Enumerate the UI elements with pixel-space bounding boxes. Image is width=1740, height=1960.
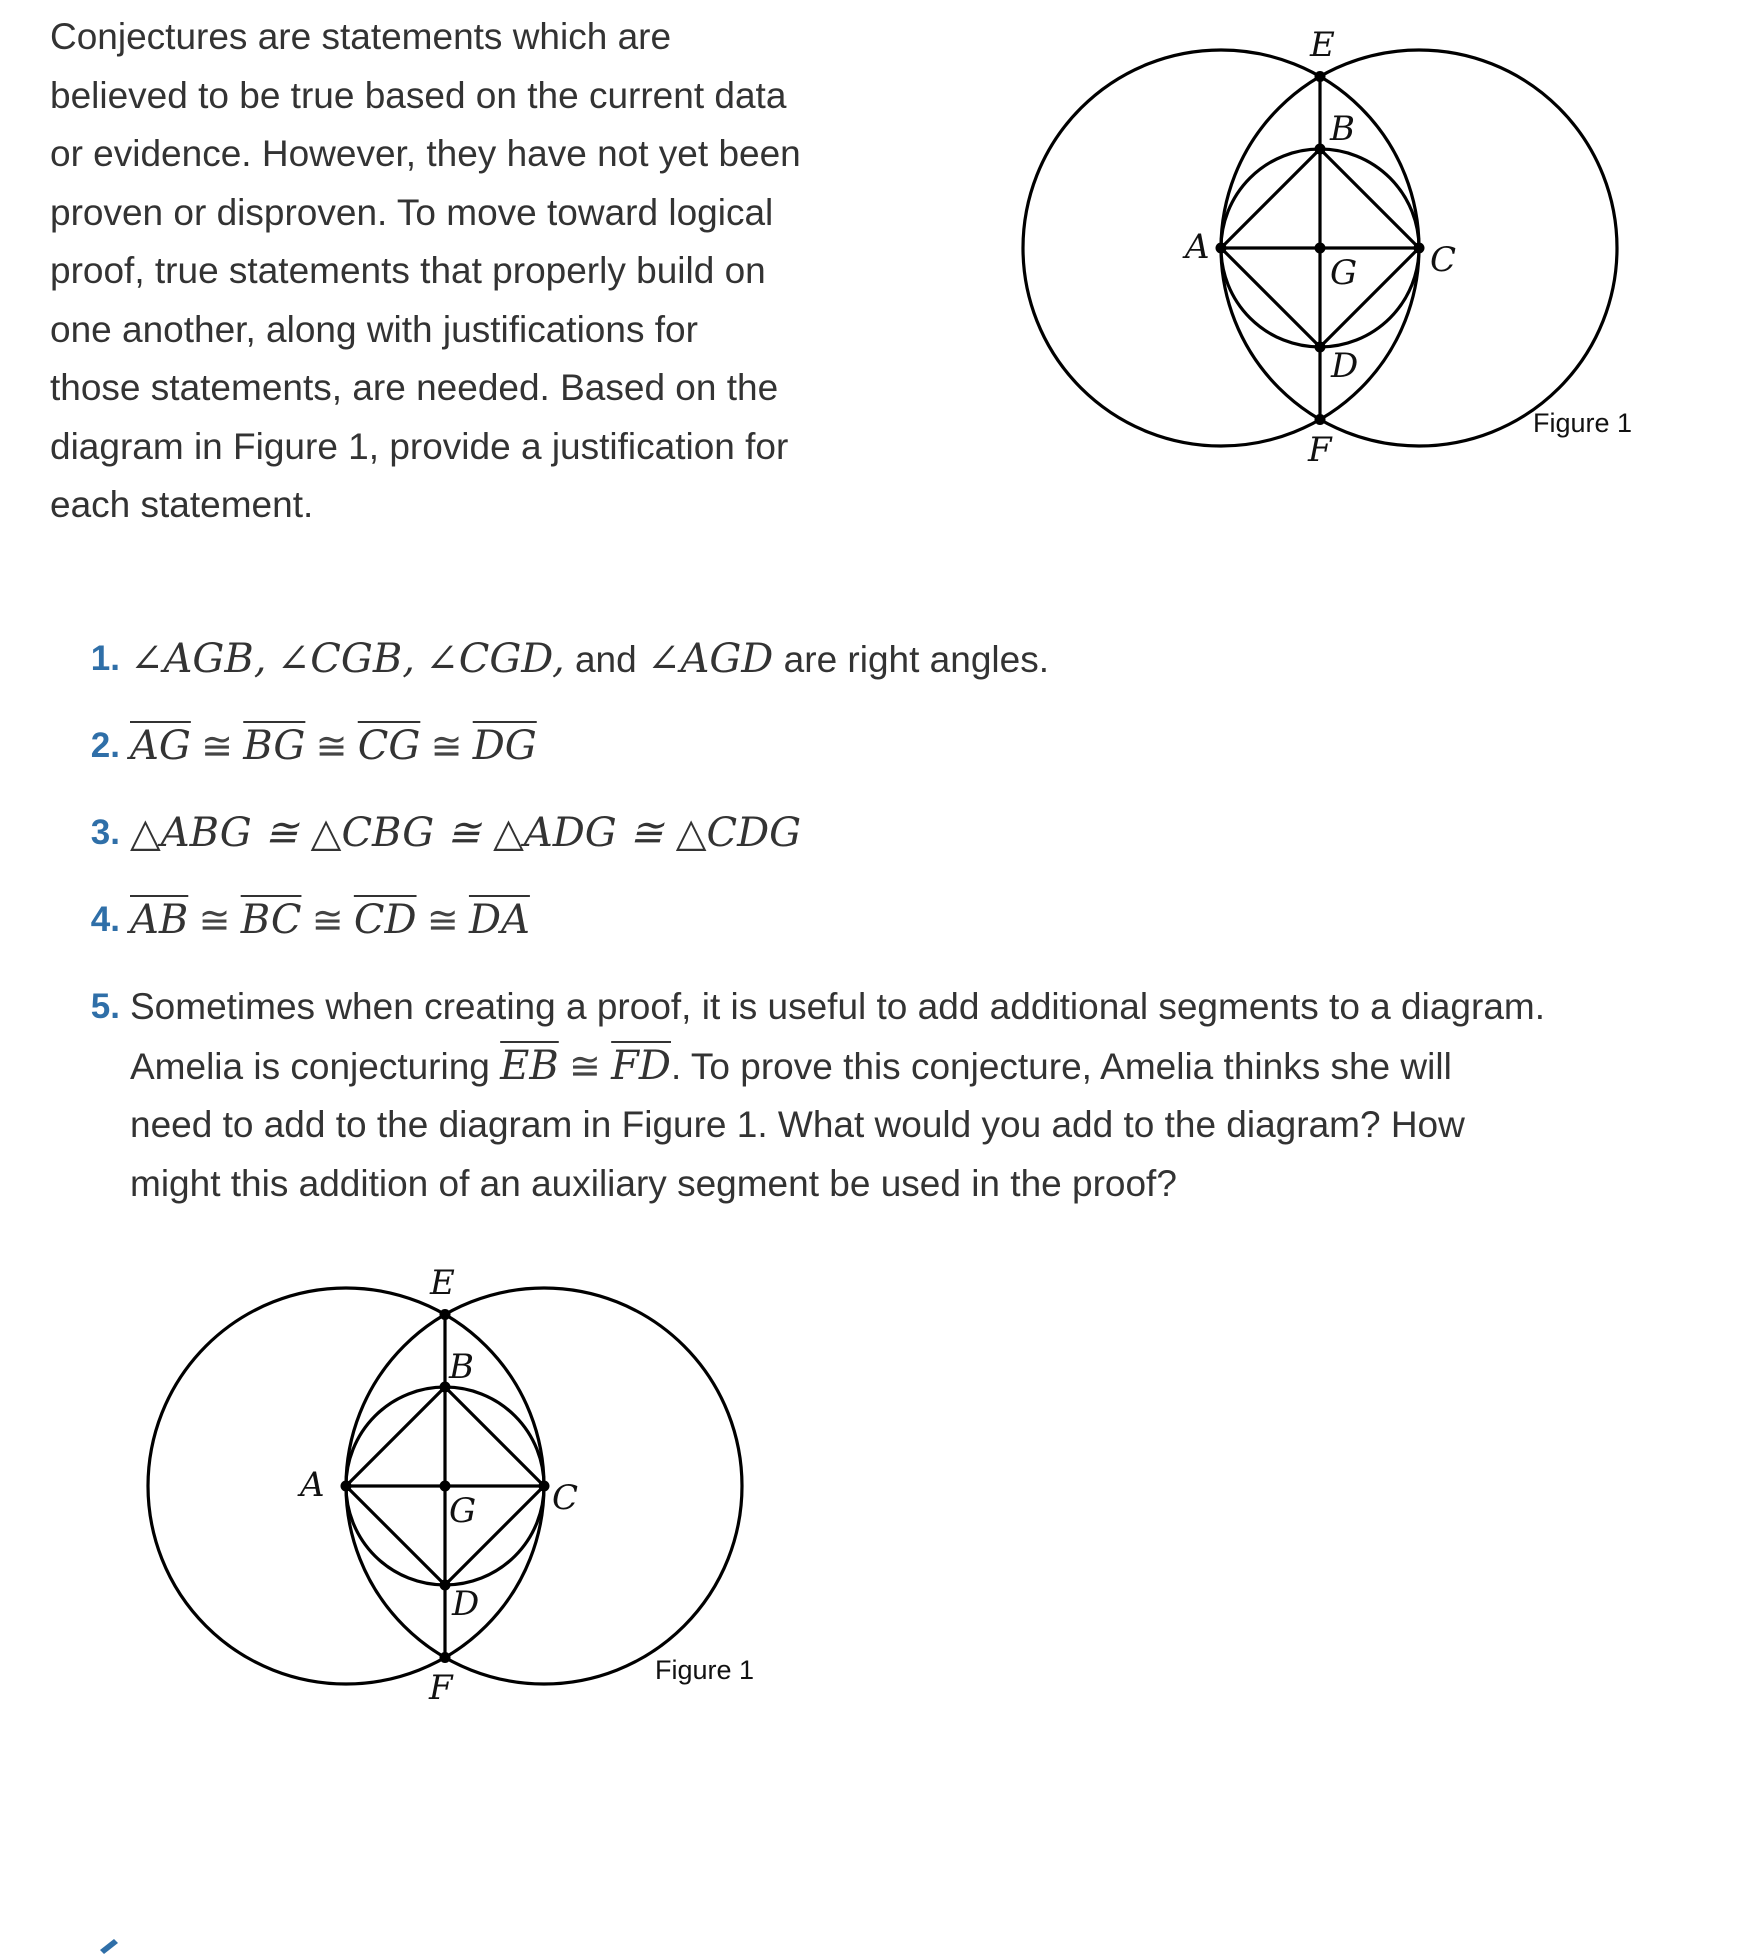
label-F: F — [1308, 430, 1332, 470]
label-E: E — [1310, 25, 1335, 65]
question-5-text: Amelia is conjecturing — [130, 1045, 490, 1087]
point-D — [440, 1580, 451, 1591]
label-B: B — [1330, 109, 1355, 149]
question-number: 5. — [90, 987, 120, 1026]
segment-EB: $\overline{EB}$ — [500, 1042, 559, 1089]
intro-line: believed to be true based on the current data — [50, 74, 787, 116]
congruent-symbol: ≅ — [569, 1043, 601, 1088]
angle-CGD: ∠CGD, — [425, 636, 565, 682]
intro-line: each statement. — [50, 484, 314, 525]
intro-line: diagram in Figure 1, provide a justification for — [50, 425, 789, 467]
segment-DG: $\overline{DG}$ — [472, 723, 537, 769]
point-G — [440, 1481, 451, 1492]
question-5-text: . To prove this conjecture, Amelia thinks she will — [671, 1045, 1452, 1087]
figure-1-bottom — [136, 1263, 776, 1730]
segment-FD: $\overline{FD}$ — [611, 1042, 671, 1089]
congruent-symbol: ≅ — [430, 724, 463, 768]
intro-paragraph — [50, 8, 830, 535]
triangle-congruence: △ABG ≅ △CBG ≅ △ADG ≅ △CDG — [130, 810, 802, 856]
segment-CG: $\overline{CG}$ — [357, 723, 421, 769]
and-text: and — [574, 639, 637, 680]
point-F — [1315, 414, 1326, 425]
label-A: A — [300, 1465, 325, 1505]
congruent-symbol: ≅ — [426, 898, 459, 942]
label-D: D — [1331, 346, 1359, 386]
figure-1-bottom-diagram — [136, 1263, 776, 1730]
congruent-symbol: ≅ — [315, 724, 348, 768]
point-E — [440, 1309, 451, 1320]
question-number: 4. — [90, 900, 120, 939]
pencil-icon — [92, 1930, 132, 1960]
point-C — [1414, 243, 1425, 254]
figure-1-top-diagram — [1020, 20, 1660, 480]
label-G: G — [449, 1491, 477, 1531]
question-2 — [90, 717, 1600, 777]
point-A — [341, 1481, 352, 1492]
question-5-line — [130, 1037, 1600, 1097]
congruent-symbol: ≅ — [311, 898, 344, 942]
point-F — [440, 1652, 451, 1663]
statement-tail: are right angles. — [783, 639, 1049, 680]
question-number: 1. — [90, 639, 120, 678]
question-1 — [90, 630, 1600, 690]
segment-CD: $\overline{CD}$ — [353, 897, 417, 943]
label-A: A — [1185, 227, 1210, 267]
question-number: 3. — [90, 813, 120, 852]
angle-AGD: ∠AGD — [646, 636, 774, 682]
figure-caption: Figure 1 — [1533, 408, 1633, 438]
segment-BC: $\overline{BC}$ — [240, 897, 302, 943]
intro-line: one another, along with justifications for — [50, 308, 698, 350]
congruent-symbol: ≅ — [201, 724, 233, 768]
intro-line: those statements, are needed. Based on the — [50, 367, 779, 408]
label-D: D — [452, 1584, 480, 1624]
question-4 — [90, 891, 1600, 951]
question-5-line: Sometimes when creating a proof, it is useful to add additional segments to a diagram. — [130, 986, 1545, 1027]
label-C: C — [552, 1478, 579, 1518]
point-G — [1315, 243, 1326, 254]
intro-line: proven or disproven. To move toward logical — [50, 191, 774, 233]
label-G: G — [1330, 253, 1358, 293]
segment-AG: $\overline{AG}$ — [130, 723, 191, 769]
point-A — [1216, 243, 1227, 254]
question-number: 2. — [90, 726, 120, 765]
label-E: E — [430, 1263, 455, 1303]
figure-1-top — [1020, 20, 1660, 480]
segment-AB: $\overline{AB}$ — [130, 897, 189, 943]
segment-BG: $\overline{BG}$ — [243, 723, 306, 769]
label-B: B — [449, 1347, 474, 1387]
point-E — [1315, 71, 1326, 82]
question-5 — [90, 978, 1600, 1213]
angle-AGB: ∠AGB, — [130, 636, 267, 682]
figure-caption: Figure 1 — [655, 1655, 755, 1685]
angle-CGB: ∠CGB, — [276, 636, 415, 682]
intro-line: proof, true statements that properly build on — [50, 250, 766, 291]
point-C — [539, 1481, 550, 1492]
label-C: C — [1430, 240, 1457, 280]
congruent-symbol: ≅ — [198, 898, 231, 942]
point-D — [1315, 342, 1326, 353]
intro-line: or evidence. However, they have not yet been — [50, 133, 801, 174]
label-F: F — [429, 1668, 453, 1708]
question-5-line: might this addition of an auxiliary segment be used in the proof? — [130, 1162, 1177, 1204]
question-3 — [90, 804, 1600, 864]
point-B — [1315, 144, 1326, 155]
segment-DA: $\overline{DA}$ — [468, 897, 530, 943]
question-5-line: need to add to the diagram in Figure 1. What would you add to the diagram? How — [130, 1104, 1465, 1145]
intro-line: Conjectures are statements which are — [50, 16, 672, 57]
